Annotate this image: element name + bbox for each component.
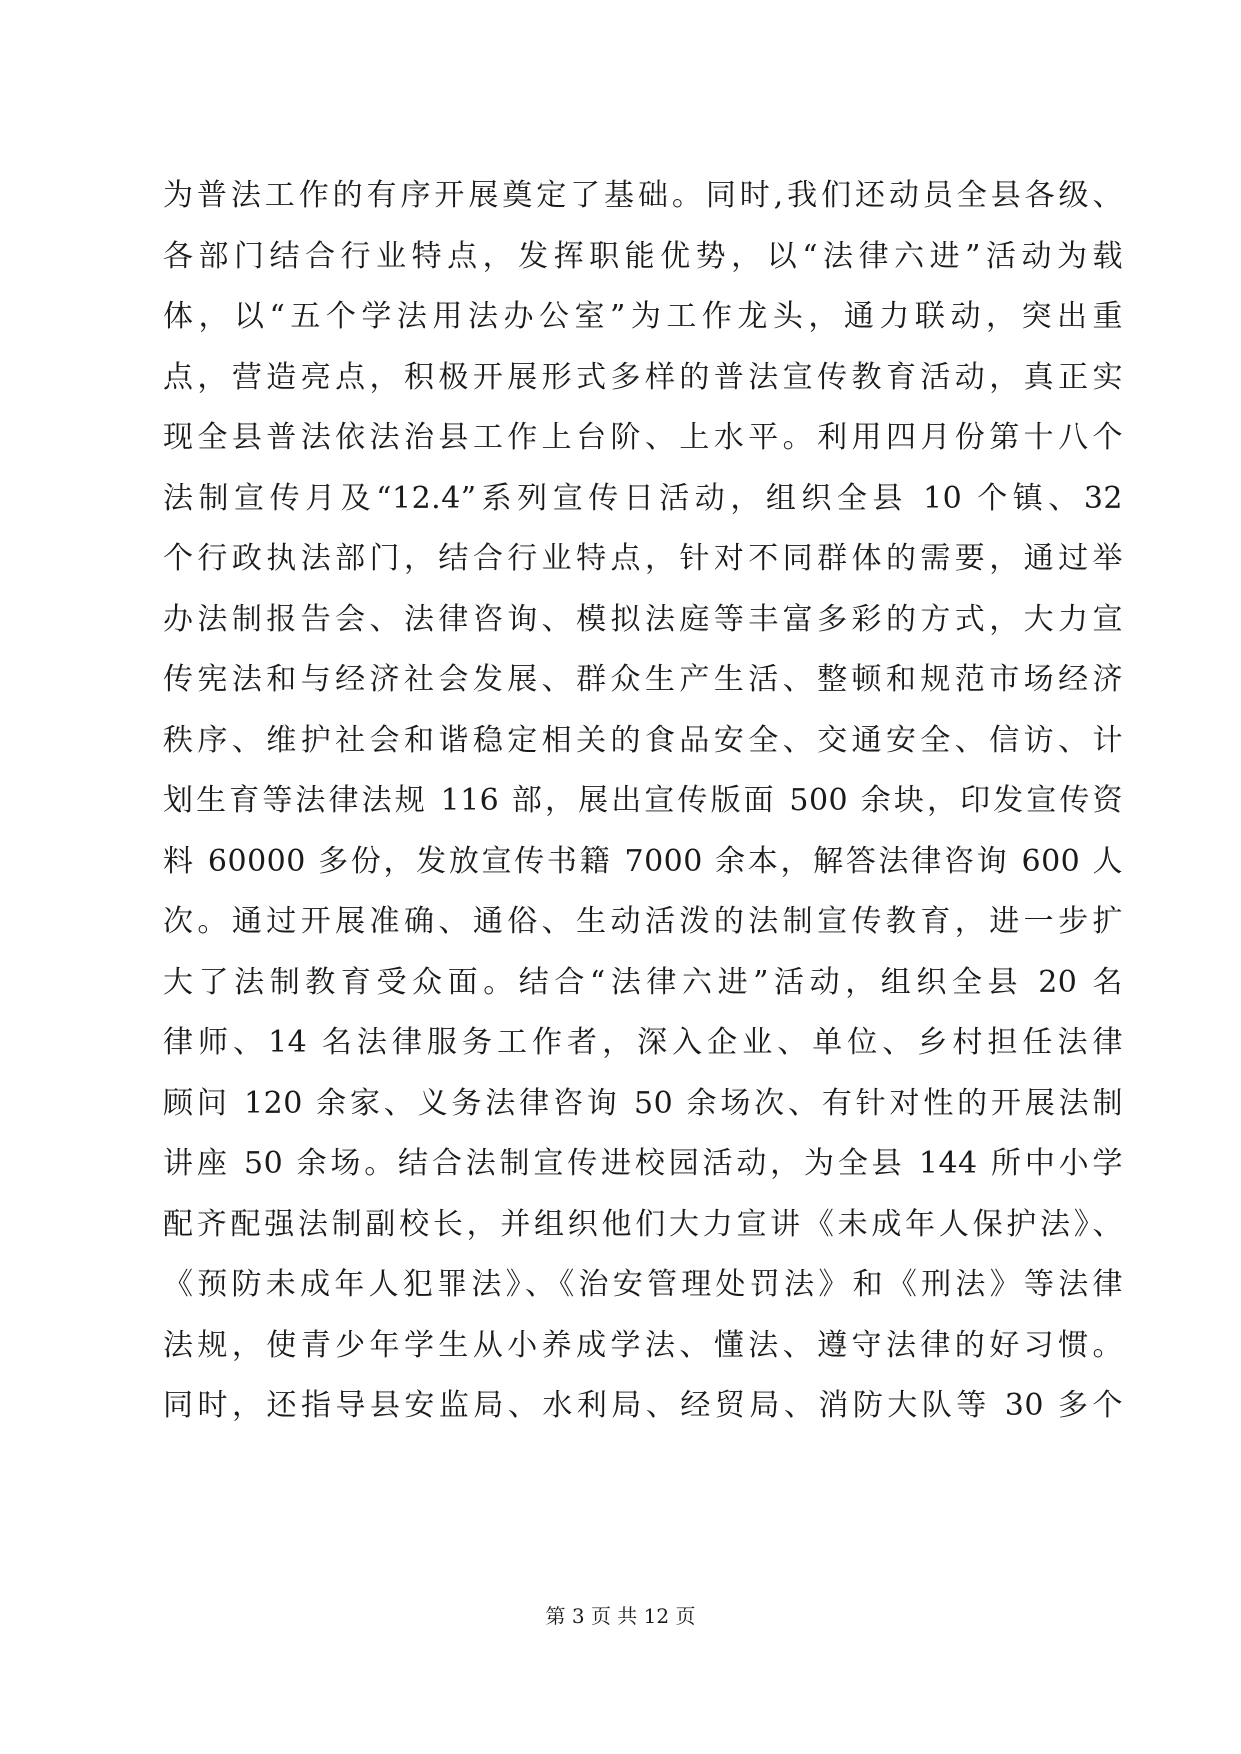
text-line: 秩序、维护社会和谐稳定相关的食品安全、交通安全、信访、计 (163, 722, 1123, 758)
text-line: 法规，使青少年学生从小养成学法、懂法、遵守法律的好习惯。 (163, 1327, 1123, 1363)
text-line: 法制宣传月及“12.4”系列宣传日活动，组织全县 10 个镇、32 (163, 480, 1123, 516)
text-line: 《预防未成年人犯罪法》、《治安管理处罚法》和《刑法》等法律 (163, 1267, 1123, 1302)
text-line: 现全县普法依法治县工作上台阶、上水平。利用四月份第十八个 (163, 420, 1123, 455)
text-line: 次。通过开展准确、通俗、生动活泼的法制宣传教育，进一步扩 (163, 904, 1123, 939)
text-line: 体，以“五个学法用法办公室”为工作龙头，通力联动，突出重 (163, 299, 1123, 334)
text-line: 同时，还指导县安监局、水利局、经贸局、消防大队等 30 多个 (163, 1388, 1123, 1423)
text-line: 点，营造亮点，积极开展形式多样的普法宣传教育活动，真正实 (163, 359, 1123, 395)
text-line: 料 60000 多份，发放宣传书籍 7000 余本，解答法律咨询 600 人 (163, 843, 1123, 879)
text-line: 大了法制教育受众面。结合“法律六进”活动，组织全县 20 名 (163, 964, 1123, 1000)
text-line: 讲座 50 余场。结合法制宣传进校园活动，为全县 144 所中小学 (163, 1146, 1123, 1181)
text-line: 配齐配强法制副校长，并组织他们大力宣讲《未成年人保护法》、 (163, 1206, 1123, 1242)
body-text (163, 166, 1123, 1437)
text-line: 律师、14 名法律服务工作者，深入企业、单位、乡村担任法律 (163, 1025, 1123, 1060)
text-line: 为普法工作的有序开展奠定了基础。同时,我们还动员全县各级、 (163, 178, 1123, 213)
page-number-footer: 第 3 页 共 12 页 (545, 1604, 696, 1628)
text-line: 顾问 120 余家、义务法律咨询 50 余场次、有针对性的开展法制 (163, 1085, 1123, 1121)
text-line: 个行政执法部门，结合行业特点，针对不同群体的需要，通过举 (163, 541, 1123, 576)
text-line: 传宪法和与经济社会发展、群众生产生活、整顿和规范市场经济 (163, 662, 1123, 697)
text-line: 办法制报告会、法律咨询、模拟法庭等丰富多彩的方式，大力宣 (163, 601, 1123, 637)
text-line: 划生育等法律法规 116 部，展出宣传版面 500 余块，印发宣传资 (163, 783, 1123, 818)
text-line: 各部门结合行业特点，发挥职能优势，以“法律六进”活动为载 (163, 238, 1123, 274)
